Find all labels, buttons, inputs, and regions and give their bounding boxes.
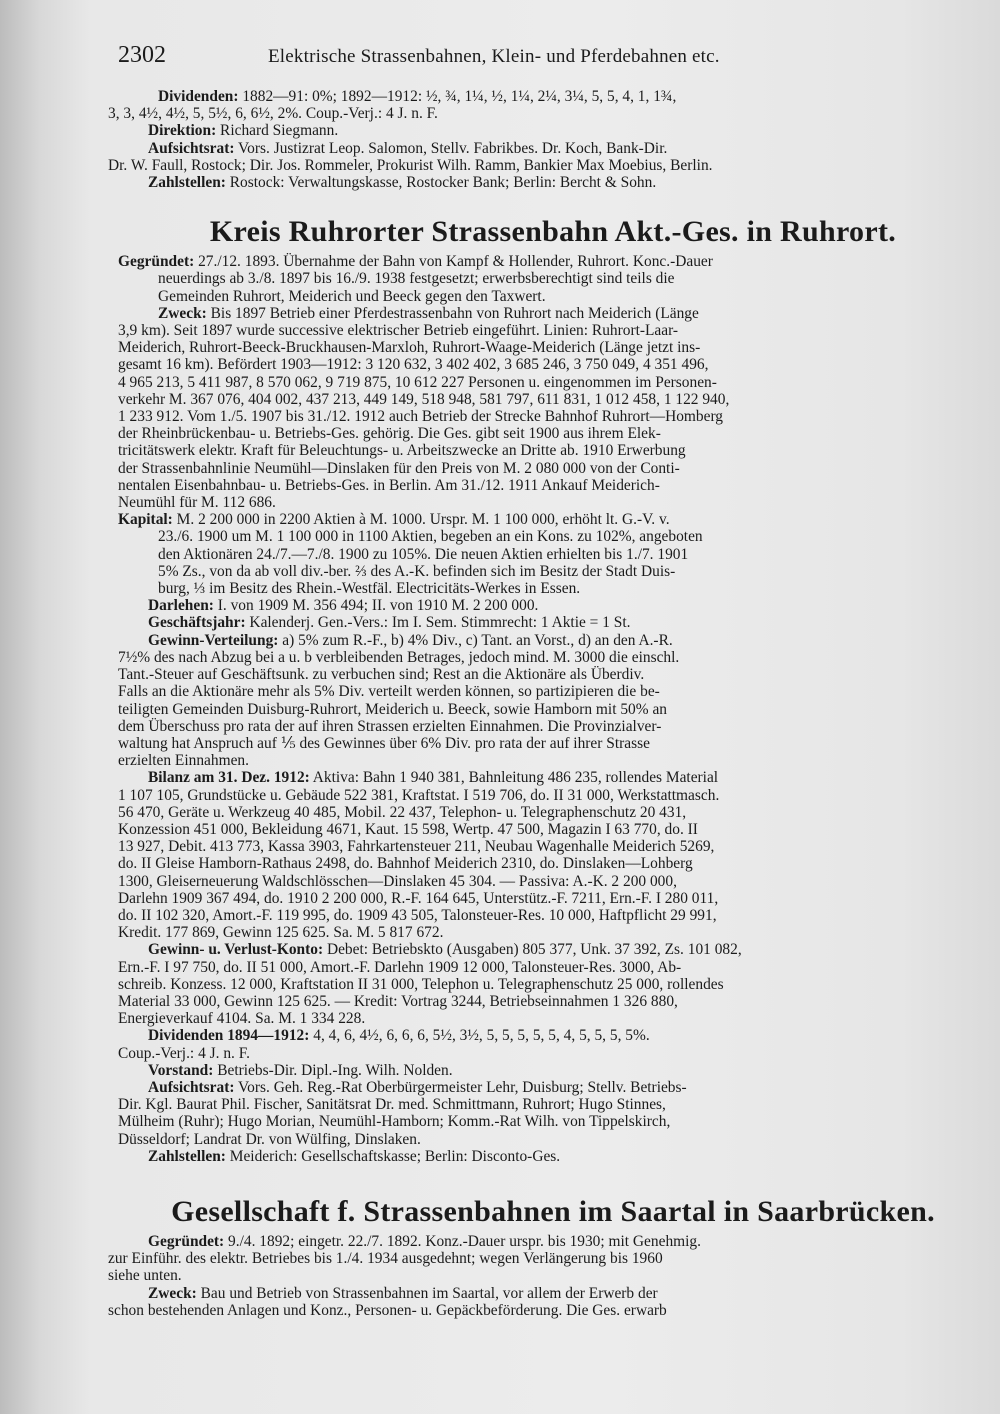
line-content <box>148 1079 687 1096</box>
text-line <box>108 580 998 597</box>
entry-label: Zweck: <box>158 304 207 322</box>
line-content <box>118 1096 666 1113</box>
entry-text: do. II 102 320, Amort.-F. 119 995, do. 1909 43 505, Talonsteuer-Res. 10 000, Haftpflicht 29 991, <box>118 906 717 924</box>
line-content <box>118 683 660 700</box>
text-line <box>108 701 998 718</box>
text-line <box>108 157 998 174</box>
line-content <box>148 1148 560 1165</box>
entry-text: verkehr M. 367 076, 404 002, 437 213, 449 149, 518 948, 581 797, 611 831, 1 012 458, 1 122 940, <box>118 390 730 408</box>
entry-label: Kapital: <box>118 511 173 529</box>
text-line <box>108 1285 998 1302</box>
line-content <box>118 752 249 769</box>
entry-text: schon bestehenden Anlagen und Konz., Personen- u. Gepäckbeförderung. Die Ges. erwarb <box>108 1301 667 1319</box>
text-line <box>108 1148 998 1165</box>
entry-text: gesamt 16 km). Befördert 1903—1912: 3 120 632, 3 402 402, 3 685 246, 3 750 049, 4 351 496, <box>118 356 709 374</box>
entry-label: Gewinn-Verteilung: <box>148 631 279 649</box>
line-content <box>118 976 724 993</box>
text-line <box>108 288 998 305</box>
line-content <box>118 855 693 872</box>
text-line <box>108 735 998 752</box>
section <box>108 88 998 191</box>
entry-label: Aufsichtsrat: <box>148 139 235 157</box>
text-line <box>108 460 998 477</box>
entry-text: Neumühl für M. 112 686. <box>118 494 276 512</box>
text-line <box>108 339 998 356</box>
line-content <box>118 924 443 941</box>
text-line <box>108 597 998 614</box>
entry-text: Gemeinden Ruhrort, Meiderich und Beeck gegen den Taxwert. <box>158 287 546 305</box>
entry-text: Aktiva: Bahn 1 940 381, Bahnleitung 486 235, rollendes Material <box>309 769 719 787</box>
line-content <box>118 425 661 442</box>
line-content <box>148 122 338 139</box>
line-content <box>118 322 678 339</box>
entry-text: Konzession 451 000, Bekleidung 4671, Kaut. 15 598, Wertp. 47 500, Magazin I 63 770, do. II <box>118 820 698 838</box>
text-line <box>108 941 998 958</box>
line-content <box>148 769 718 786</box>
text-line <box>108 907 998 924</box>
text-line <box>108 1062 998 1079</box>
entry-text: Richard Siegmann. <box>216 122 339 140</box>
text-line <box>108 563 998 580</box>
entry-text: erzielten Einnahmen. <box>118 752 249 770</box>
line-content <box>118 494 276 511</box>
entry-text: dem Überschuss pro rata der auf ihren Strassen erzielten Einnahmen. Die Provinzialver- <box>118 717 662 735</box>
text-line <box>108 122 998 139</box>
entry-text: 1882—91: 0%; 1892—1912: ½, ¾, 1¼, ½, 1¼, 2¼, 3¼, 5, 5, 4, 1, 1¾, <box>238 88 677 105</box>
line-content <box>118 666 644 683</box>
page-number: 2302 <box>118 42 166 68</box>
line-content <box>158 563 675 580</box>
text-line <box>108 769 998 786</box>
entry-text: Mülheim (Ruhr); Hugo Morian, Neumühl-Hamborn; Komm.-Rat Wilh. von Tippelskirch, <box>118 1113 671 1131</box>
entry-text: Dir. Kgl. Baurat Phil. Fischer, Sanitätsrat Dr. med. Schmittmann, Ruhrort; Hugo Stinnes, <box>118 1096 666 1114</box>
text-line <box>108 873 998 890</box>
text-line <box>108 718 998 735</box>
text-line <box>108 787 998 804</box>
text-line <box>108 959 998 976</box>
line-content <box>118 356 708 373</box>
line-content <box>158 270 674 287</box>
line-content <box>118 391 729 408</box>
running-title: Elektrische Strassenbahnen, Klein- und Pferdebahnen etc. <box>268 46 720 67</box>
entry-text: Bis 1897 Betrieb einer Pferdestrassenbahn von Ruhrort nach Meiderich (Länge <box>206 304 699 322</box>
entry-text: Ern.-F. I 97 750, do. II 51 000, Amort.-F. Darlehn 1909 12 000, Talonsteuer-Res. 3000, Ab- <box>118 958 682 976</box>
entry-text: Vors. Justizrat Leop. Salomon, Stellv. Fabrikbes. Dr. Koch, Bank-Dir. <box>234 139 668 157</box>
section <box>108 215 998 1165</box>
text-line <box>108 1096 998 1113</box>
entry-text: burg, ⅓ im Besitz des Rhein.-Westfäl. Electricitäts-Werkes in Essen. <box>158 580 581 598</box>
line-content <box>148 140 667 157</box>
entry-label: Gegründet: <box>148 1232 225 1250</box>
entry-text: 56 470, Geräte u. Werkzeug 40 485, Mobil. 22 437, Telephon- u. Telegraphenschutz 20 431, <box>118 803 687 821</box>
entry-text: neuerdings ab 3./8. 1897 bis 16./9. 1938 festgesetzt; erwerbsberechtigt sind teils die <box>158 270 675 288</box>
entry-label: Zweck: <box>148 1284 197 1302</box>
section-heading: Gesellschaft f. Strassenbahnen im Saartal in Saarbrücken. <box>171 1194 935 1228</box>
entry-text: schreib. Konzess. 12 000, Kraftstation II 31 000, Telephon u. Telegraphenschutz 25 000, rollendes <box>118 975 724 993</box>
line-content <box>118 821 698 838</box>
text-line <box>108 1010 998 1027</box>
line-content <box>118 838 714 855</box>
entry-text: teiligten Gemeinden Duisburg-Ruhrort, Meiderich u. Beeck, sowie Hamborn mit 50% an <box>118 700 668 718</box>
entry-text: a) 5% zum R.-F., b) 4% Div., c) Tant. an Vorst., d) an den A.-R. <box>278 631 673 649</box>
text-line <box>108 253 998 270</box>
text-line <box>108 511 998 528</box>
text-line <box>108 890 998 907</box>
line-content <box>118 993 678 1010</box>
entry-text: do. II Gleise Hamborn-Rathaus 2498, do. Bahnhof Meiderich 2310, do. Dinslaken—Lohberg <box>118 855 693 873</box>
text-line <box>108 425 998 442</box>
line-content <box>118 477 660 494</box>
line-content <box>148 1062 453 1079</box>
line-content <box>118 1131 421 1148</box>
entry-text: Tant.-Steuer auf Geschäftsunk. zu verbuchen sind; Rest an die Aktionäre als Überdiv. <box>118 666 645 684</box>
line-content <box>148 1233 701 1250</box>
entry-text: den Aktionären 24./7.—7./8. 1900 zu 105%. Die neuen Aktien erhielten bis 1./7. 1901 <box>158 545 689 563</box>
entry-text: Coup.-Verj.: 4 J. n. F. <box>118 1044 250 1062</box>
entry-text: M. 2 200 000 in 2200 Aktien à M. 1000. Urspr. M. 1 100 000, erhöht lt. G.-V. v. <box>172 511 670 529</box>
entry-label: Darlehen: <box>148 597 214 615</box>
entry-text: Vors. Geh. Reg.-Rat Oberbürgermeister Lehr, Duisburg; Stellv. Betriebs- <box>234 1078 687 1096</box>
text-line <box>108 374 998 391</box>
entry-label: Gegründet: <box>118 253 195 271</box>
entry-label: Direktion: <box>148 122 217 140</box>
entry-text: waltung hat Anspruch auf ⅕ des Gewinnes über 6% Div. pro rata der auf ihrer Strasse <box>118 734 650 752</box>
text-line <box>108 174 998 191</box>
line-content <box>118 701 667 718</box>
text-line <box>108 821 998 838</box>
line-content <box>118 890 718 907</box>
line-content <box>118 442 686 459</box>
entry-label: Bilanz am 31. Dez. 1912: <box>148 769 310 787</box>
page-header <box>118 42 978 74</box>
text-line <box>108 1302 998 1319</box>
entry-label: Aufsichtsrat: <box>148 1078 235 1096</box>
text-line <box>108 105 998 122</box>
entry-text: I. von 1909 M. 356 494; II. von 1910 M. 2 200 000. <box>213 597 539 615</box>
entry-text: 7½% des nach Abzug bei a u. b verbleibenden Betrages, jedoch mind. M. 3000 die einschl. <box>118 648 680 666</box>
entry-text: 5% Zs., von da ab voll div.-ber. ⅔ des A.-K. befinden sich im Besitz der Stadt Duis- <box>158 562 676 580</box>
text-line <box>108 804 998 821</box>
entry-text: 3,9 km). Seit 1897 wurde successive elektrischer Betrieb eingeführt. Linien: Ruhrort-Laar- <box>118 322 679 340</box>
text-line <box>108 1233 998 1250</box>
entry-text: der Rheinbrückenbau- u. Betriebs-Ges. gehörig. Die Ges. gibt seit 1900 aus ihrem Elek- <box>118 425 661 443</box>
page-body <box>108 88 998 1408</box>
entry-text: Debet: Betriebskto (Ausgaben) 805 377, Unk. 37 392, Zs. 101 082, <box>323 941 742 959</box>
text-line <box>108 924 998 941</box>
entry-text: siehe unten. <box>108 1267 182 1285</box>
text-line <box>108 88 998 105</box>
text-line <box>108 752 998 769</box>
entry-text: Bau und Betrieb von Strassenbahnen im Saartal, vor allem der Erwerb der <box>196 1284 658 1302</box>
entry-text: 1300, Gleiserneuerung Waldschlösschen—Dinslaken 45 304. — Passiva: A.-K. 2 200 000, <box>118 872 677 890</box>
line-content <box>118 1113 670 1130</box>
line-content <box>118 804 686 821</box>
text-line <box>108 270 998 287</box>
line-content <box>148 174 656 191</box>
line-content <box>118 339 700 356</box>
line-content <box>148 597 538 614</box>
line-content <box>158 580 580 597</box>
entry-label: Dividenden 1894—1912: <box>148 1027 310 1045</box>
text-line <box>108 391 998 408</box>
text-line <box>108 1131 998 1148</box>
line-content <box>108 105 438 122</box>
line-content <box>108 1302 667 1319</box>
line-content <box>118 649 679 666</box>
entry-text: 3, 3, 4½, 4½, 5, 5½, 6, 6½, 2%. Coup.-Verj.: 4 J. n. F. <box>108 105 438 123</box>
entry-text: 13 927, Debit. 413 773, Kassa 3903, Fahrkartensteuer 211, Neubau Wagenhalle Meiderich 5269, <box>118 838 715 856</box>
text-line <box>108 408 998 425</box>
section-heading: Kreis Ruhrorter Strassenbahn Akt.-Ges. in Ruhrort. <box>209 215 897 249</box>
line-content <box>108 1250 663 1267</box>
entry-text: 4 965 213, 5 411 987, 8 570 062, 9 719 875, 10 612 227 Personen u. eingenommen im Personen- <box>118 373 717 391</box>
entry-label: Gewinn- u. Verlust-Konto: <box>148 941 324 959</box>
entry-text: 27./12. 1893. Übernahme der Bahn von Kampf & Hollender, Ruhrort. Konc.-Dauer <box>194 253 713 271</box>
line-content <box>148 1285 658 1302</box>
text-line <box>108 649 998 666</box>
line-content <box>118 735 650 752</box>
line-content <box>108 1267 182 1284</box>
text-line <box>108 683 998 700</box>
entry-label: Dividenden: <box>158 88 239 105</box>
text-line <box>108 632 998 649</box>
line-content <box>118 511 670 528</box>
line-content <box>118 718 661 735</box>
text-line <box>108 546 998 563</box>
line-content <box>118 1010 365 1027</box>
line-content <box>158 88 676 105</box>
entry-text: Meiderich, Ruhrort-Beeck-Bruckhausen-Marxloh, Ruhrort-Waage-Meiderich (Länge jetzt ins- <box>118 339 701 357</box>
text-line <box>108 1250 998 1267</box>
line-content <box>148 614 630 631</box>
line-content <box>118 873 677 890</box>
entry-text: Kredit. 177 869, Gewinn 125 625. Sa. M. 5 817 672. <box>118 924 444 942</box>
line-content <box>118 253 713 270</box>
entry-text: 1 233 912. Vom 1./5. 1907 bis 31./12. 1912 auch Betrieb der Strecke Bahnhof Ruhrort—Homberg <box>118 408 724 426</box>
line-content <box>118 408 723 425</box>
line-content <box>148 1027 650 1044</box>
text-line <box>108 494 998 511</box>
text-line <box>108 1113 998 1130</box>
entry-text: zur Einführ. des elektr. Betriebes bis 1./4. 1934 ausgedehnt; wegen Verlängerung bis 1960 <box>108 1250 663 1268</box>
entry-text: Düsseldorf; Landrat Dr. von Wülfing, Dinslaken. <box>118 1130 421 1148</box>
entry-text: Rostock: Verwaltungskasse, Rostocker Bank; Berlin: Bercht & Sohn. <box>225 174 657 192</box>
text-line <box>108 614 998 631</box>
text-line <box>108 1045 998 1062</box>
text-line <box>108 140 998 157</box>
text-line <box>108 1027 998 1044</box>
text-line <box>108 1079 998 1096</box>
line-content <box>118 374 717 391</box>
entry-text: 23./6. 1900 um M. 1 100 000 in 1100 Aktien, begeben an ein Kons. zu 102%, angeboten <box>158 528 703 546</box>
line-content <box>108 157 713 174</box>
text-line <box>108 322 998 339</box>
line-content <box>118 460 680 477</box>
entry-text: Betriebs-Dir. Dipl.-Ing. Wilh. Nolden. <box>213 1061 453 1079</box>
text-line <box>108 528 998 545</box>
text-line <box>108 976 998 993</box>
entry-text: Kalenderj. Gen.-Vers.: Im I. Sem. Stimmrecht: 1 Aktie = 1 St. <box>245 614 631 632</box>
entry-text: 4, 4, 6, 4½, 6, 6, 6, 5½, 3½, 5, 5, 5, 5, 5, 4, 5, 5, 5, 5%. <box>309 1027 650 1045</box>
entry-label: Geschäftsjahr: <box>148 614 246 632</box>
entry-text: Material 33 000, Gewinn 125 625. — Kredit: Vortrag 3244, Betriebseinnahmen 1 326 880, <box>118 992 678 1010</box>
entry-label: Zahlstellen: <box>148 1147 226 1165</box>
line-content <box>118 787 719 804</box>
line-content <box>148 632 673 649</box>
entry-text: nentalen Eisenbahnbau- u. Betriebs-Ges. in Berlin. Am 31./12. 1911 Ankauf Meiderich- <box>118 476 660 494</box>
entry-text: 9./4. 1892; eingetr. 22./7. 1892. Konz.-Dauer urspr. bis 1930; mit Genehmig. <box>224 1232 701 1250</box>
text-line <box>108 993 998 1010</box>
text-line <box>108 838 998 855</box>
entry-text: Meiderich: Gesellschaftskasse; Berlin: Disconto-Ges. <box>225 1147 561 1165</box>
text-line <box>108 855 998 872</box>
text-line <box>108 666 998 683</box>
entry-text: Energieverkauf 4104. Sa. M. 1 334 228. <box>118 1010 366 1028</box>
text-line <box>108 1267 998 1284</box>
text-line <box>108 442 998 459</box>
line-content <box>158 305 699 322</box>
entry-text: tricitätswerk elektr. Kraft für Beleuchtungs- u. Arbeitszwecke an Dritte ab. 1910 Erwerbung <box>118 442 686 460</box>
entry-label: Vorstand: <box>148 1061 214 1079</box>
entry-text: Darlehn 1909 367 494, do. 1910 2 200 000, R.-F. 164 645, Unterstütz.-F. 7211, Ern.-F. I 280 011, <box>118 889 719 907</box>
entry-label: Zahlstellen: <box>148 174 226 192</box>
line-content <box>118 959 681 976</box>
line-content <box>118 907 717 924</box>
entry-text: Dr. W. Faull, Rostock; Dir. Jos. Rommeler, Prokurist Wilh. Ramm, Bankier Max Moebius, Berlin. <box>108 156 713 174</box>
line-content <box>118 1045 250 1062</box>
line-content <box>158 528 703 545</box>
entry-text: Falls an die Aktionäre mehr als 5% Div. verteilt werden können, so partizipieren die be- <box>118 683 660 701</box>
section <box>108 1195 998 1319</box>
line-content <box>158 288 546 305</box>
entry-text: 1 107 105, Grundstücke u. Gebäude 522 381, Kraftstat. I 519 706, do. II 31 000, Werkstattmasch. <box>118 786 720 804</box>
text-line <box>108 477 998 494</box>
text-line <box>108 305 998 322</box>
line-content <box>148 941 742 958</box>
line-content <box>158 546 688 563</box>
entry-text: der Strassenbahnlinie Neumühl—Dinslaken für den Preis von M. 2 080 000 von der Conti- <box>118 459 680 477</box>
text-line <box>108 356 998 373</box>
